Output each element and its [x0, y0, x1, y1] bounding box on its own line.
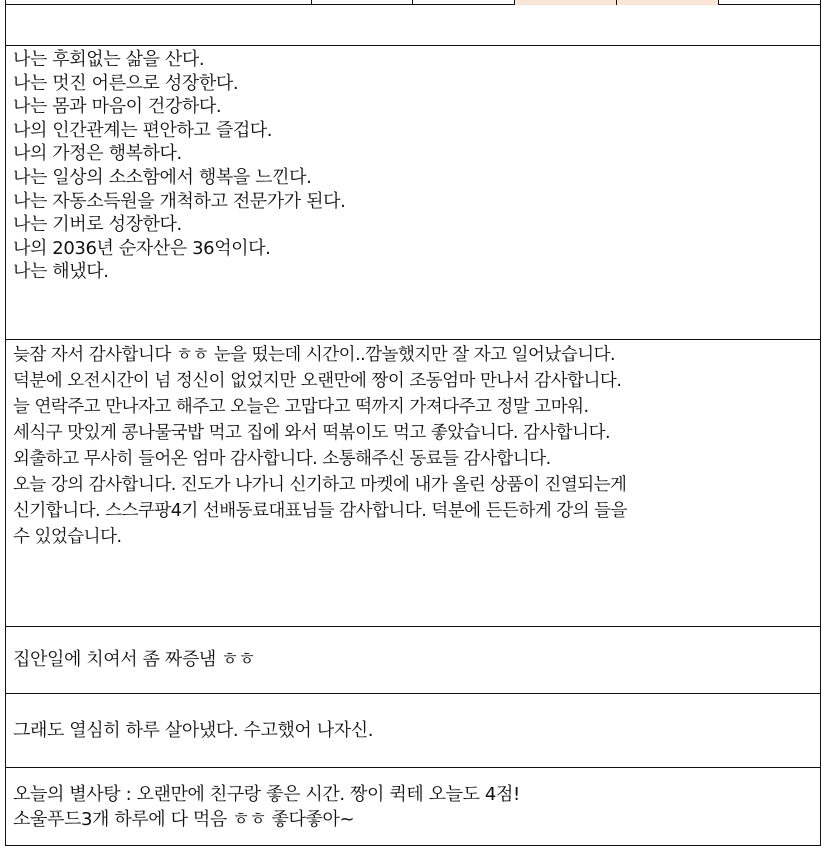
gratitude-line: 늘 연락주고 만나자고 해주고 오늘은 고맙다고 떡까지 가져다주고 정말 고마워. — [13, 397, 589, 417]
highlight-line: 소울푸드3개 하루에 다 먹음 ㅎㅎ 좋다좋아~ — [13, 809, 355, 830]
highlight-list — [13, 782, 814, 832]
gratitude-line: 외출하고 무사히 들어온 엄마 감사합니다. 소통해주신 동료들 감사합니다. — [13, 449, 551, 469]
gratitude-line: 세식구 맛있게 콩나물국밥 먹고 집에 와서 떡볶이도 먹고 좋았습니다. 감사합니다. — [13, 423, 611, 443]
affirmation-list — [13, 48, 814, 284]
gratitude-list — [13, 342, 814, 550]
gratitude-line: 오늘 강의 감사합니다. 진도가 나가니 신기하고 마켓에 내가 올린 상품이 진열되는게 — [13, 475, 627, 495]
affirmation-line: 나의 인간관계는 편안하고 즐겁다. — [13, 119, 273, 141]
regret-cell[interactable] — [6, 627, 820, 694]
affirmation-line: 나는 멋진 어른으로 성장한다. — [13, 72, 239, 94]
gratitude-line: 늦잠 자서 감사합니다 ㅎㅎ 눈을 떴는데 시간이..깜놀했지만 잘 자고 일어났습니다. — [13, 345, 616, 365]
gratitude-line: 덕분에 오전시간이 넘 정신이 없었지만 오랜만에 짱이 조동엄마 만나서 감사합니다. — [13, 371, 622, 391]
journal-table — [5, 0, 821, 846]
empty-row[interactable] — [6, 5, 820, 46]
gratitude-line: 수 있었습니다. — [13, 527, 122, 547]
affirmation-line: 나의 2036년 순자산은 36억이다. — [13, 237, 271, 259]
regret-text: 집안일에 치여서 좀 짜증냄 ㅎㅎ — [13, 649, 256, 670]
affirmation-line: 나는 일상의 소소함에서 행복을 느낀다. — [13, 166, 312, 188]
gratitude-cell[interactable] — [6, 340, 820, 627]
affirmation-line: 나는 자동소득원을 개척하고 전문가가 된다. — [13, 190, 346, 212]
highlights-cell[interactable] — [6, 768, 820, 846]
affirmation-line: 나는 후회없는 삶을 산다. — [13, 49, 205, 70]
affirmation-line: 나는 해냈다. — [13, 261, 109, 283]
gratitude-line: 신기합니다. 스스쿠팡4기 선배동료대표님들 감사합니다. 덕분에 든든하게 강의 들을 — [13, 501, 627, 521]
affirmation-line: 나의 가정은 행복하다. — [13, 143, 182, 165]
affirmation-line: 나는 기버로 성장한다. — [13, 214, 182, 236]
affirmation-line: 나는 몸과 마음이 건강하다. — [13, 96, 222, 118]
highlight-line: 오늘의 별사탕 : 오랜만에 친구랑 좋은 시간. 짱이 퀵테 오늘도 4점! — [13, 784, 520, 805]
self-praise-text: 그래도 열심히 하루 살아냈다. 수고했어 나자신. — [13, 720, 374, 741]
self-praise-cell[interactable] — [6, 694, 820, 768]
affirmations-cell[interactable] — [6, 46, 820, 340]
